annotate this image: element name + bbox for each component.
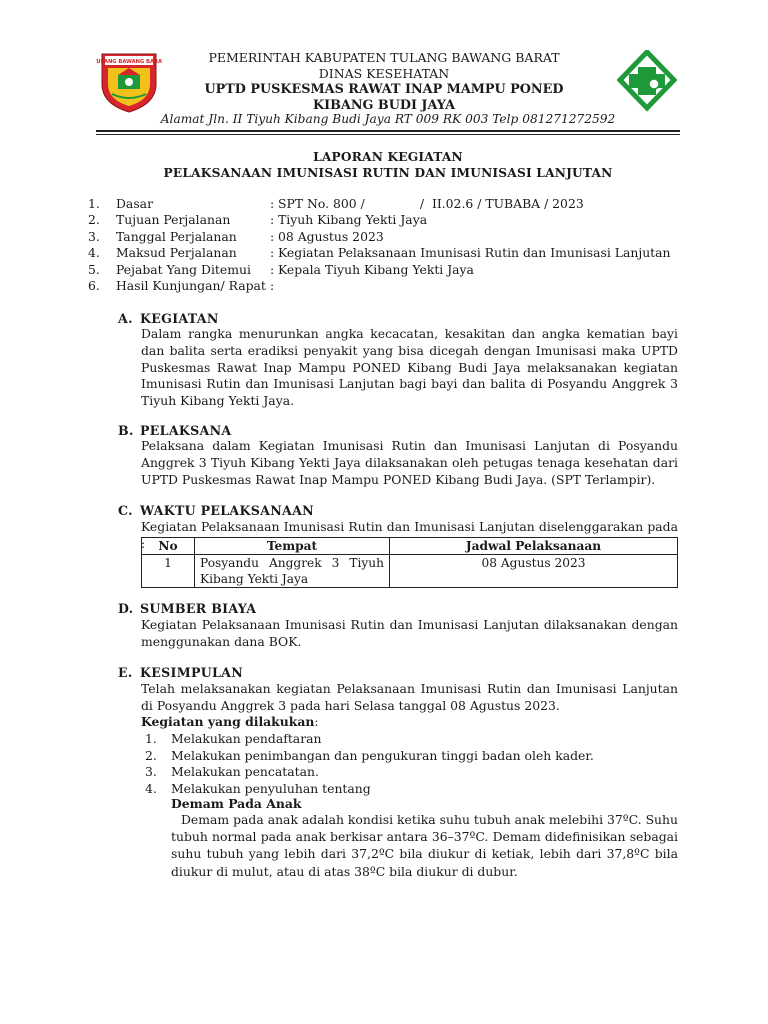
cell-place: Posyandu Anggrek 3 Tiyuh Kibang Yekti Jaya <box>195 555 390 588</box>
government-name: PEMERINTAH KABUPATEN TULANG BAWANG BARAT <box>208 50 560 65</box>
section-a-text: Dalam rangka menurunkan angka kecacatan, kesakitan dan angka kematian bayi dan balita serta eradiksi penyakit yang bisa dicegah dengan Imunisasi maka UPTD Puskesmas Rawat Inap Mampu PONED Kibang Budi Jaya melaksanakan kegiatan Imunisasi Rutin dan Imunisasi Lanjutan bagi bayi dan balita di Posyandu Anggrek 3 Tiyuh Kibang Yekti Jaya. <box>141 326 678 409</box>
trip-info-list <box>88 196 688 294</box>
section-c-text: Kegiatan Pelaksanaan Imunisasi Rutin dan Imunisasi Lanjutan diselenggarakan pada : <box>141 519 678 551</box>
list-item: 3. Melakukan pencatatan. <box>145 764 319 780</box>
list-item: 2. Melakukan penimbangan dan pengukuran tinggi badan oleh kader. <box>145 747 594 763</box>
info-row: 6. Hasil Kunjungan/ Rapat : <box>88 277 275 293</box>
letterhead-text <box>156 50 612 114</box>
activities-list <box>141 731 678 797</box>
institution-location: KIBANG BUDI JAYA <box>312 98 456 113</box>
section-e-text: Telah melaksanakan kegiatan Pelaksanaan Imunisasi Rutin dan Imunisasi Lanjutan di Posyandu Anggrek 3 pada hari Selasa tanggal 08 Agustus 2023. <box>141 681 678 713</box>
info-row: 4. Maksud Perjalanan : Kegiatan Pelaksanaan Imunisasi Rutin dan Imunisasi Lanjutan <box>88 245 671 261</box>
column-header-schedule: Jadwal Pelaksanaan <box>390 538 678 555</box>
table-header-row <box>142 538 678 555</box>
section-a-heading: A. KEGIATAN <box>118 311 219 326</box>
cell-no: 1 <box>142 555 195 588</box>
info-row: 5. Pejabat Yang Ditemui : Kepala Tiyuh Kibang Yekti Jaya <box>88 261 474 277</box>
puskesmas-logo <box>616 50 678 116</box>
section-c-heading: C. WAKTU PELAKSANAAN <box>118 503 314 518</box>
report-subtitle: PELAKSANAAN IMUNISASI RUTIN DAN IMUNISASI LANJUTAN <box>163 166 613 180</box>
info-row: 3. Tanggal Perjalanan : 08 Agustus 2023 <box>88 228 384 244</box>
agency-name: DINAS KESEHATAN <box>318 66 450 81</box>
letterhead-thick-rule <box>96 130 680 132</box>
section-b-text: Pelaksana dalam Kegiatan Imunisasi Rutin dan Imunisasi Lanjutan di Posyandu Anggrek 3 Tiyuh Kibang Yekti Jaya dilaksanakan oleh petugas tenaga kesehatan dari UPTD Puskesmas Rawat Inap Mampu PONED Kibang Budi Jaya. (SPT Terlampir). <box>141 438 678 487</box>
activities-label: Kegiatan yang dilakukan: <box>141 714 319 729</box>
section-d-text: Kegiatan Pelaksanaan Imunisasi Rutin dan Imunisasi Lanjutan dilaksanakan dengan menggunakan dana BOK. <box>141 617 678 649</box>
column-header-no: No <box>142 538 195 555</box>
letterhead-thin-rule <box>96 134 680 135</box>
topic-heading: Demam Pada Anak <box>171 796 302 811</box>
topic-text: Demam pada anak adalah kondisi ketika suhu tubuh anak melebihi 37ºC. Suhu tubuh normal pada anak berkisar antara 36–37ºC. Demam didefinisikan sebagai suhu tubuh yang lebih dari 37,2ºC bila diukur di ketiak, lebih dari 37,8ºC bila diukur di mulut, atau di atas 38ºC bila diukur di dubur. <box>171 812 678 879</box>
letterhead-address: Alamat Jln. II Tiyuh Kibang Budi Jaya RT 009 RK 003 Telp 081271272592 <box>160 112 616 126</box>
letterhead <box>96 48 680 132</box>
column-header-place: Tempat <box>195 538 390 555</box>
institution-name: UPTD PUSKESMAS RAWAT INAP MAMPU PONED <box>204 82 564 97</box>
list-item: 1. Melakukan pendaftaran <box>145 731 322 746</box>
info-row: 2. Tujuan Perjalanan : Tiyuh Kibang Yekti Jaya <box>88 212 428 228</box>
cell-schedule: 08 Agustus 2023 <box>390 555 678 588</box>
regency-emblem-logo <box>96 48 162 114</box>
svg-text:TULANG BAWANG BARAT: TULANG BAWANG BARAT <box>96 59 162 65</box>
info-row: 1. Dasar : SPT No. 800 / / II.02.6 / TUBABA / 2023 <box>88 196 584 211</box>
report-title: LAPORAN KEGIATAN <box>313 150 463 164</box>
section-d-heading: D. SUMBER BIAYA <box>118 601 257 616</box>
table-row <box>142 555 678 588</box>
list-item: 4. Melakukan penyuluhan tentang <box>145 780 371 796</box>
section-b-heading: B. PELAKSANA <box>118 423 232 438</box>
section-e-heading: E. KESIMPULAN <box>118 665 244 680</box>
schedule-table <box>141 537 678 588</box>
